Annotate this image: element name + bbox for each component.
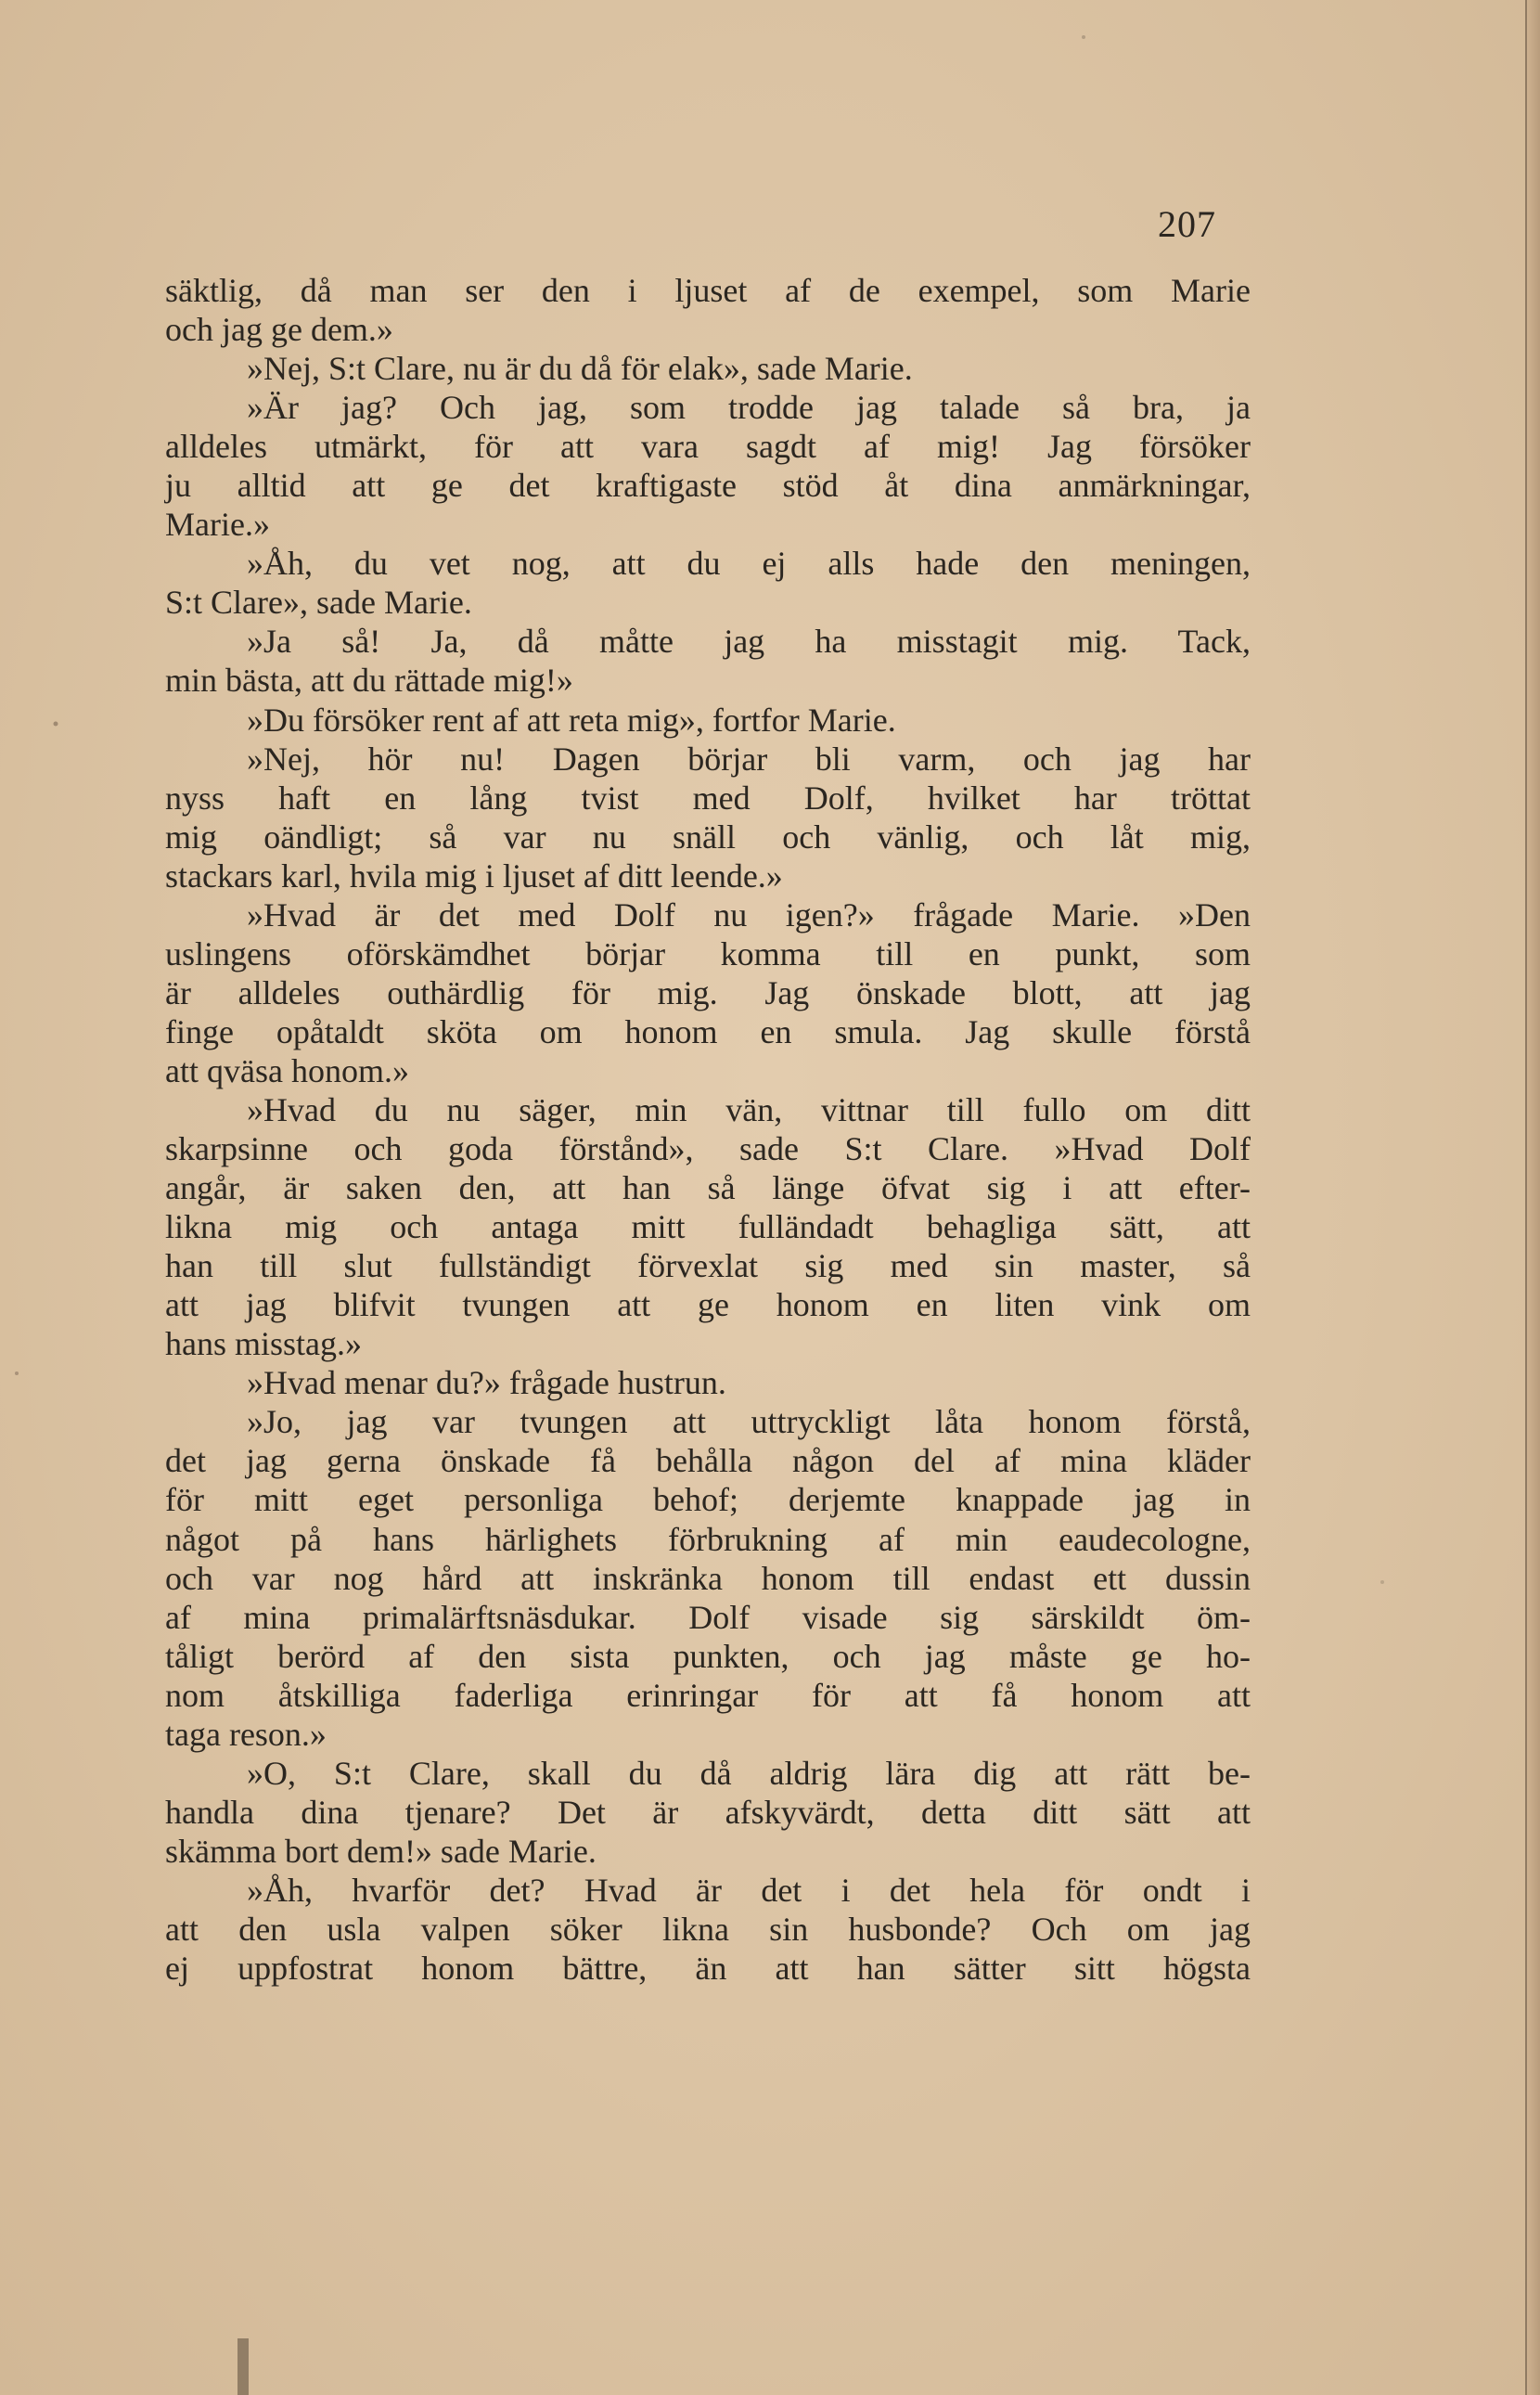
text-line: alldeles utmärkt, för att vara sagdt af mig! Jag försöker <box>165 428 1251 466</box>
text-line: och var nog hård att inskränka honom till endast ett dussin <box>165 1559 1251 1597</box>
text-line: »Hvad menar du?» frågade hustrun. <box>247 1364 726 1402</box>
text-line: nyss haft en lång tvist med Dolf, hvilket har tröttat <box>165 779 1251 817</box>
text-line: för mitt eget personliga behof; derjemte knappade jag in <box>165 1481 1251 1519</box>
text-line: är alldeles outhärdlig för mig. Jag önskade blott, att jag <box>165 973 1251 1011</box>
page-number: 207 <box>1158 203 1216 245</box>
text-line: »Nej, hör nu! Dagen börjar bli varm, och jag har <box>247 740 1251 778</box>
text-line: »Nej, S:t Clare, nu är du då för elak», sade Marie. <box>247 350 913 388</box>
text-line: att qväsa honom.» <box>165 1051 409 1089</box>
text-line: hans misstag.» <box>165 1325 362 1363</box>
text-line: »Du försöker rent af att reta mig», fortfor Marie. <box>247 701 896 739</box>
text-line: stackars karl, hvila mig i ljuset af ditt leende.» <box>165 856 783 895</box>
text-line: »O, S:t Clare, skall du då aldrig lära dig att rätt be- <box>247 1754 1251 1792</box>
text-line: han till slut fullständigt förvexlat sig med sin master, så <box>165 1247 1251 1285</box>
text-line: »Hvad du nu säger, min vän, vittnar till fullo om ditt <box>247 1090 1251 1128</box>
text-line: något på hans härlighets förbrukning af min eaudecologne, <box>165 1520 1251 1558</box>
text-line: finge opåtaldt sköta om honom en smula. Jag skulle förstå <box>165 1012 1251 1050</box>
text-line: »Hvad är det med Dolf nu igen?» frågade Marie. »Den <box>247 895 1251 934</box>
text-line: likna mig och antaga mitt fulländadt behagliga sätt, att <box>165 1208 1251 1246</box>
text-line: säktlig, då man ser den i ljuset af de exempel, som Marie <box>165 272 1251 309</box>
text-line: mig oändligt; så var nu snäll och vänlig, och låt mig, <box>165 818 1251 856</box>
text-line: angår, är saken den, att han så länge öfvat sig i att efter- <box>165 1169 1251 1207</box>
text-line: af mina primalärftsnäsdukar. Dolf visade sig särskildt öm- <box>165 1598 1251 1636</box>
text-line: och jag ge dem.» <box>165 311 393 349</box>
text-line: uslingens oförskämdhet börjar komma till en punkt, som <box>165 934 1251 972</box>
text-line: att den usla valpen söker likna sin husbonde? Och om jag <box>165 1910 1251 1948</box>
text-line: min bästa, att du rättade mig!» <box>165 662 573 700</box>
page-right-edge <box>1525 0 1540 2395</box>
text-line: »Ja så! Ja, då måtte jag ha misstagit mig. Tack, <box>247 623 1251 661</box>
text-line: att jag blifvit tvungen att ge honom en liten vink om <box>165 1286 1251 1324</box>
text-line: Marie.» <box>165 506 270 544</box>
text-line: »Åh, hvarför det? Hvad är det i det hela för ondt i <box>247 1871 1251 1909</box>
text-line: tåligt berörd af den sista punkten, och jag måste ge ho- <box>165 1637 1251 1675</box>
text-line: skämma bort dem!» sade Marie. <box>165 1832 597 1870</box>
text-line: S:t Clare», sade Marie. <box>165 584 472 622</box>
text-line: »Jo, jag var tvungen att uttryckligt låta honom förstå, <box>247 1403 1251 1441</box>
text-line: skarpsinne och goda förstånd», sade S:t Clare. »Hvad Dolf <box>165 1130 1251 1168</box>
text-line: ej uppfostrat honom bättre, än att han sätter sitt högsta <box>165 1950 1251 1988</box>
text-line: »Åh, du vet nog, att du ej alls hade den meningen, <box>247 545 1251 583</box>
text-line: nom åtskilliga faderliga erinringar för att få honom att <box>165 1676 1251 1714</box>
text-line: ju alltid att ge det kraftigaste stöd åt dina anmärkningar, <box>165 467 1251 505</box>
text-line: »Är jag? Och jag, som trodde jag talade så bra, ja <box>247 389 1251 427</box>
text-line: taga reson.» <box>165 1715 327 1753</box>
text-line: handla dina tjenare? Det är afskyvärdt, detta ditt sätt att <box>165 1793 1251 1831</box>
text-line: det jag gerna önskade få behålla någon del af mina kläder <box>165 1442 1251 1480</box>
